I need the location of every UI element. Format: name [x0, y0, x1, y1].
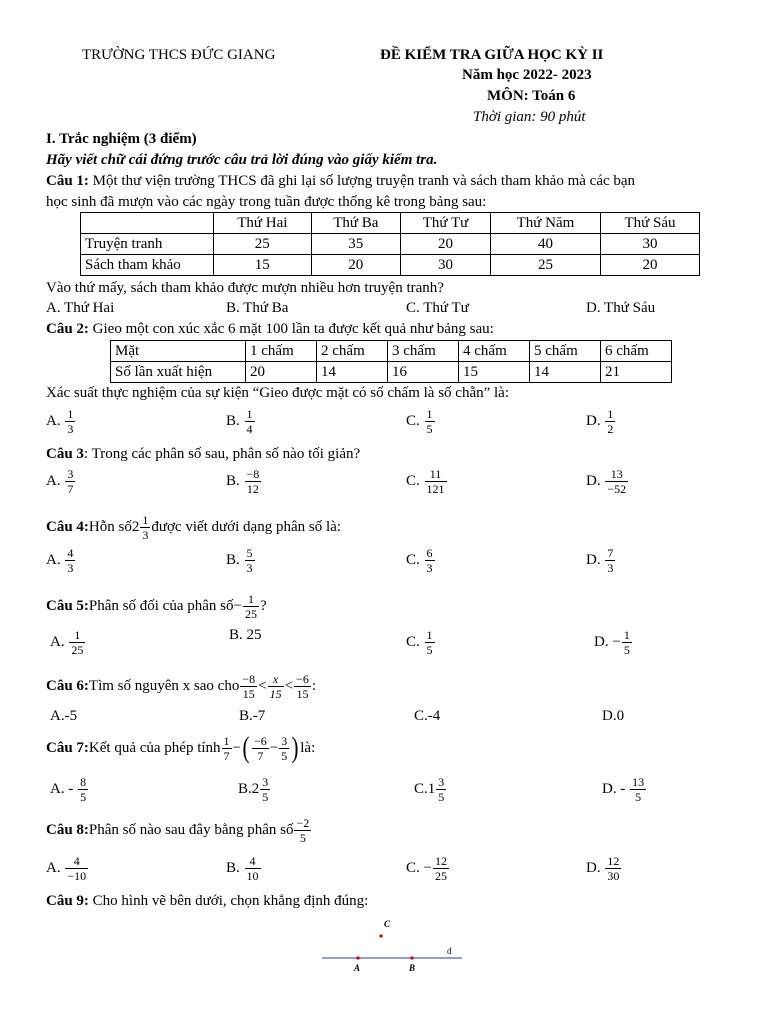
fraction: $\frac{1}{3}$: [67, 407, 74, 436]
fraction: $\frac{1}{5}$: [426, 628, 433, 657]
table-cell: 16: [388, 362, 459, 383]
fraction: $\frac{6}{3}$: [426, 546, 433, 575]
fraction: $\frac{5}{3}$: [246, 546, 253, 575]
table-cell: 2 chấm: [317, 341, 388, 362]
label-c: C: [384, 919, 391, 929]
q3-option-c: C. $\frac{11}{121}$: [406, 467, 445, 496]
q4-label: Câu 4:: [46, 519, 89, 535]
fraction: $\frac{3}{5}$: [281, 733, 288, 763]
table-cell: Sách tham khảo: [81, 255, 214, 276]
table-cell: 30: [600, 234, 699, 255]
fraction: $\frac{1}{5}$: [623, 628, 630, 657]
right-paren-icon: ): [291, 731, 299, 764]
table-cell: 14: [317, 362, 388, 383]
q2-option-d: D. $\frac{1}{2}$: [586, 407, 614, 436]
fraction: $\frac{-6}{15}$: [296, 672, 309, 701]
section-title: I. Trắc nghiệm (3 điểm): [46, 131, 197, 147]
table-cell: 14: [530, 362, 601, 383]
table-cell: 5 chấm: [530, 341, 601, 362]
table-row: [81, 234, 700, 255]
table-cell: Mặt: [111, 341, 246, 362]
q9-label: Câu 9:: [46, 893, 89, 909]
q8-option-b: B. $\frac{4}{10}$: [226, 854, 259, 883]
mixed-number: 2: [131, 519, 140, 535]
table-cell: 4 chấm: [459, 341, 530, 362]
fraction: $\frac{4}{10}$: [246, 854, 259, 883]
table-row: [111, 362, 672, 383]
q5-option-b: B. 25: [229, 627, 262, 643]
fraction: $\frac{1}{2}$: [607, 407, 614, 436]
fraction: $\frac{-2}{5}$: [296, 816, 310, 845]
q5-line: Câu 5:Phân số đối của phân số− $\frac{1}{25}$ ?: [46, 592, 267, 621]
fraction: $\frac{3}{7}$: [67, 467, 74, 496]
q1-option-a: A. Thứ Hai: [46, 300, 115, 316]
table-cell: 3 chấm: [388, 341, 459, 362]
table-cell: 1 chấm: [246, 341, 317, 362]
q8-line: Câu 8:Phân số nào sau đây bằng phân số $\frac{-2}{5}$: [46, 816, 310, 845]
q6-option-c: C.-4: [414, 708, 441, 724]
school-name: TRƯỜNG THCS ĐỨC GIANG: [82, 47, 276, 63]
q4-option-d: D. $\frac{7}{3}$: [586, 546, 614, 575]
table-cell: 25: [214, 234, 312, 255]
table-cell: 35: [311, 234, 400, 255]
q1-option-c: C. Thứ Tư: [406, 300, 469, 316]
q6-option-d: D.0: [602, 708, 625, 724]
table-cell: Truyện tranh: [81, 234, 214, 255]
q9-line: [46, 893, 368, 910]
fraction: $\frac{12}{30}$: [607, 854, 620, 883]
exam-time: Thời gian: 90 phút: [473, 109, 586, 125]
fraction: $\frac{1}{5}$: [426, 407, 433, 436]
q3-line: [46, 446, 360, 463]
table-cell: 20: [311, 255, 400, 276]
q2-option-a: A. $\frac{1}{3}$: [46, 407, 74, 436]
fraction: $\frac{1}{3}$: [142, 513, 149, 542]
q8-option-d: D. $\frac{12}{30}$: [586, 854, 620, 883]
fraction: $\frac{12}{25}$: [434, 854, 447, 883]
q7-option-d: D. - $\frac{13}{5}$: [602, 775, 645, 804]
q2-line: [46, 321, 494, 338]
q6-option-a: A.-5: [50, 708, 78, 724]
q3-option-d: D. $\frac{13}{-52}$: [586, 467, 627, 496]
table-cell: 25: [490, 255, 600, 276]
fraction: $\frac{3}{5}$: [262, 775, 269, 804]
q4-option-c: C. $\frac{6}{3}$: [406, 546, 433, 575]
table-cell: Thứ Tư: [401, 213, 491, 234]
label-b: B: [409, 963, 416, 973]
table-cell: 15: [459, 362, 530, 383]
q1-option-d: D. Thứ Sáu: [586, 300, 656, 316]
fraction: $\frac{-8}{15}$: [242, 672, 256, 701]
q8-option-c: C. − $\frac{12}{25}$: [406, 854, 447, 883]
q3-label: Câu 3: [46, 446, 84, 462]
q5-option-d: D. − $\frac{1}{5}$: [594, 628, 630, 657]
q9-text: Cho hình vẽ bên dưới, chọn khẳng định đúng:: [88, 893, 369, 909]
table-cell: Thứ Sáu: [600, 213, 699, 234]
q1-text2: học sinh đã mượn vào các ngày trong tuần được thống kê trong bảng sau:: [46, 194, 487, 210]
q6-option-b: B.-7: [239, 708, 266, 724]
point-b: [410, 956, 413, 959]
table-cell: 30: [401, 255, 491, 276]
fraction: $\frac{-8}{12}$: [246, 467, 260, 496]
q4-line: Câu 4:Hỗn số2 $\frac{1}{3}$ được viết dưới dạng phân số là:: [46, 513, 341, 542]
q2-label: Câu 2:: [46, 321, 89, 337]
school-year: Năm học 2022- 2023: [462, 67, 592, 83]
table-cell: 21: [601, 362, 672, 383]
fraction: $\frac{13}{-52}$: [607, 467, 627, 496]
table-cell: Thứ Hai: [214, 213, 312, 234]
q1-line1: [46, 173, 635, 190]
subject: MÔN: Toán 6: [487, 88, 576, 104]
q1-label: Câu 1:: [46, 173, 89, 189]
q2-question: Xác suất thực nghiệm của sự kiện “Gieo được mặt có số chấm là số chẵn” là:: [46, 385, 510, 401]
q7-line: Câu 7:Kết quả của phép tính $\frac{1}{7}$ −( $\frac{-6}{7}$ − $\frac{3}{5}$ ) là:: [46, 731, 316, 764]
point-a: [356, 956, 359, 959]
table-row: [81, 213, 700, 234]
q7-option-b: B.2 $\frac{3}{5}$: [238, 775, 269, 804]
table-cell: Thứ Năm: [490, 213, 600, 234]
fraction: $\frac{13}{5}$: [632, 775, 645, 804]
q2-option-b: B. $\frac{1}{4}$: [226, 407, 253, 436]
q4-option-a: A. $\frac{4}{3}$: [46, 546, 74, 575]
fraction: $\frac{-6}{7}$: [254, 733, 267, 763]
fraction: $\frac{3}{5}$: [438, 775, 445, 804]
point-c: [379, 934, 382, 937]
fraction: $\frac{1}{7}$: [223, 733, 230, 763]
q5-option-c: C. $\frac{1}{5}$: [406, 628, 433, 657]
q2-option-c: C. $\frac{1}{5}$: [406, 407, 433, 436]
dice-table: [110, 340, 672, 383]
fraction: $\frac{1}{25}$: [71, 628, 84, 657]
q1-question: Vào thứ mấy, sách tham khảo được mượn nhiều hơn truyện tranh?: [46, 280, 444, 296]
fraction: $\frac{7}{3}$: [607, 546, 614, 575]
fraction: $\frac{11}{121}$: [426, 467, 445, 496]
table-cell: 20: [401, 234, 491, 255]
q4-option-b: B. $\frac{5}{3}$: [226, 546, 253, 575]
q3-option-a: A. $\frac{3}{7}$: [46, 467, 74, 496]
fraction: $\frac{4}{-10}$: [67, 854, 87, 883]
q3-text: : Trong các phân số sau, phân số nào tối giản?: [83, 446, 361, 462]
left-paren-icon: (: [242, 731, 250, 764]
q3-option-b: B. $\frac{-8}{12}$: [226, 467, 260, 496]
q5-option-a: A. $\frac{1}{25}$: [50, 628, 84, 657]
label-a: A: [354, 963, 361, 973]
table-cell: 20: [600, 255, 699, 276]
q5-label: Câu 5:: [46, 598, 89, 614]
exam-title: ĐỀ KIỂM TRA GIỮA HỌC KỲ II: [380, 47, 604, 63]
table-row: [81, 255, 700, 276]
fraction: $\frac{4}{3}$: [67, 546, 74, 575]
q7-label: Câu 7:: [46, 739, 89, 756]
label-d: d: [447, 946, 452, 956]
table-cell: Thứ Ba: [311, 213, 400, 234]
q6-label: Câu 6:: [46, 678, 89, 694]
table-cell: 40: [490, 234, 600, 255]
section-instruction: Hãy viết chữ cái đứng trước câu trả lời đúng vào giấy kiểm tra.: [46, 152, 438, 168]
fraction: $\frac{1}{4}$: [246, 407, 253, 436]
table-cell: Số lần xuất hiện: [111, 362, 246, 383]
table-cell: 15: [214, 255, 312, 276]
q1-option-b: B. Thứ Ba: [226, 300, 289, 316]
table-cell: 6 chấm: [601, 341, 672, 362]
q7-option-a: A. - $\frac{8}{5}$: [50, 775, 87, 804]
table-cell: [81, 213, 214, 234]
q6-line: Câu 6:Tìm số nguyên x sao cho $\frac{-8}{15}$ < $\frac{x}{15}$ < $\frac{-6}{15}$ :: [46, 672, 316, 701]
fraction: $\frac{8}{5}$: [80, 775, 87, 804]
fraction: $\frac{x}{15}$: [269, 672, 282, 701]
geometry-figure: [316, 914, 466, 980]
q2-text: Gieo một con xúc xắc 6 mặt 100 lần ta được kết quả như bảng sau:: [88, 321, 494, 337]
q8-label: Câu 8:: [46, 822, 89, 838]
library-table: [80, 212, 700, 276]
table-row: [111, 341, 672, 362]
q8-option-a: A. $\frac{4}{-10}$: [46, 854, 87, 883]
q7-option-c: C.1 $\frac{3}{5}$: [414, 775, 445, 804]
table-cell: 20: [246, 362, 317, 383]
q1-text1: Một thư viện trường THCS đã ghi lại số lượng truyện tranh và sách tham khảo mà các bạn: [88, 173, 636, 189]
fraction: $\frac{1}{25}$: [244, 592, 257, 621]
